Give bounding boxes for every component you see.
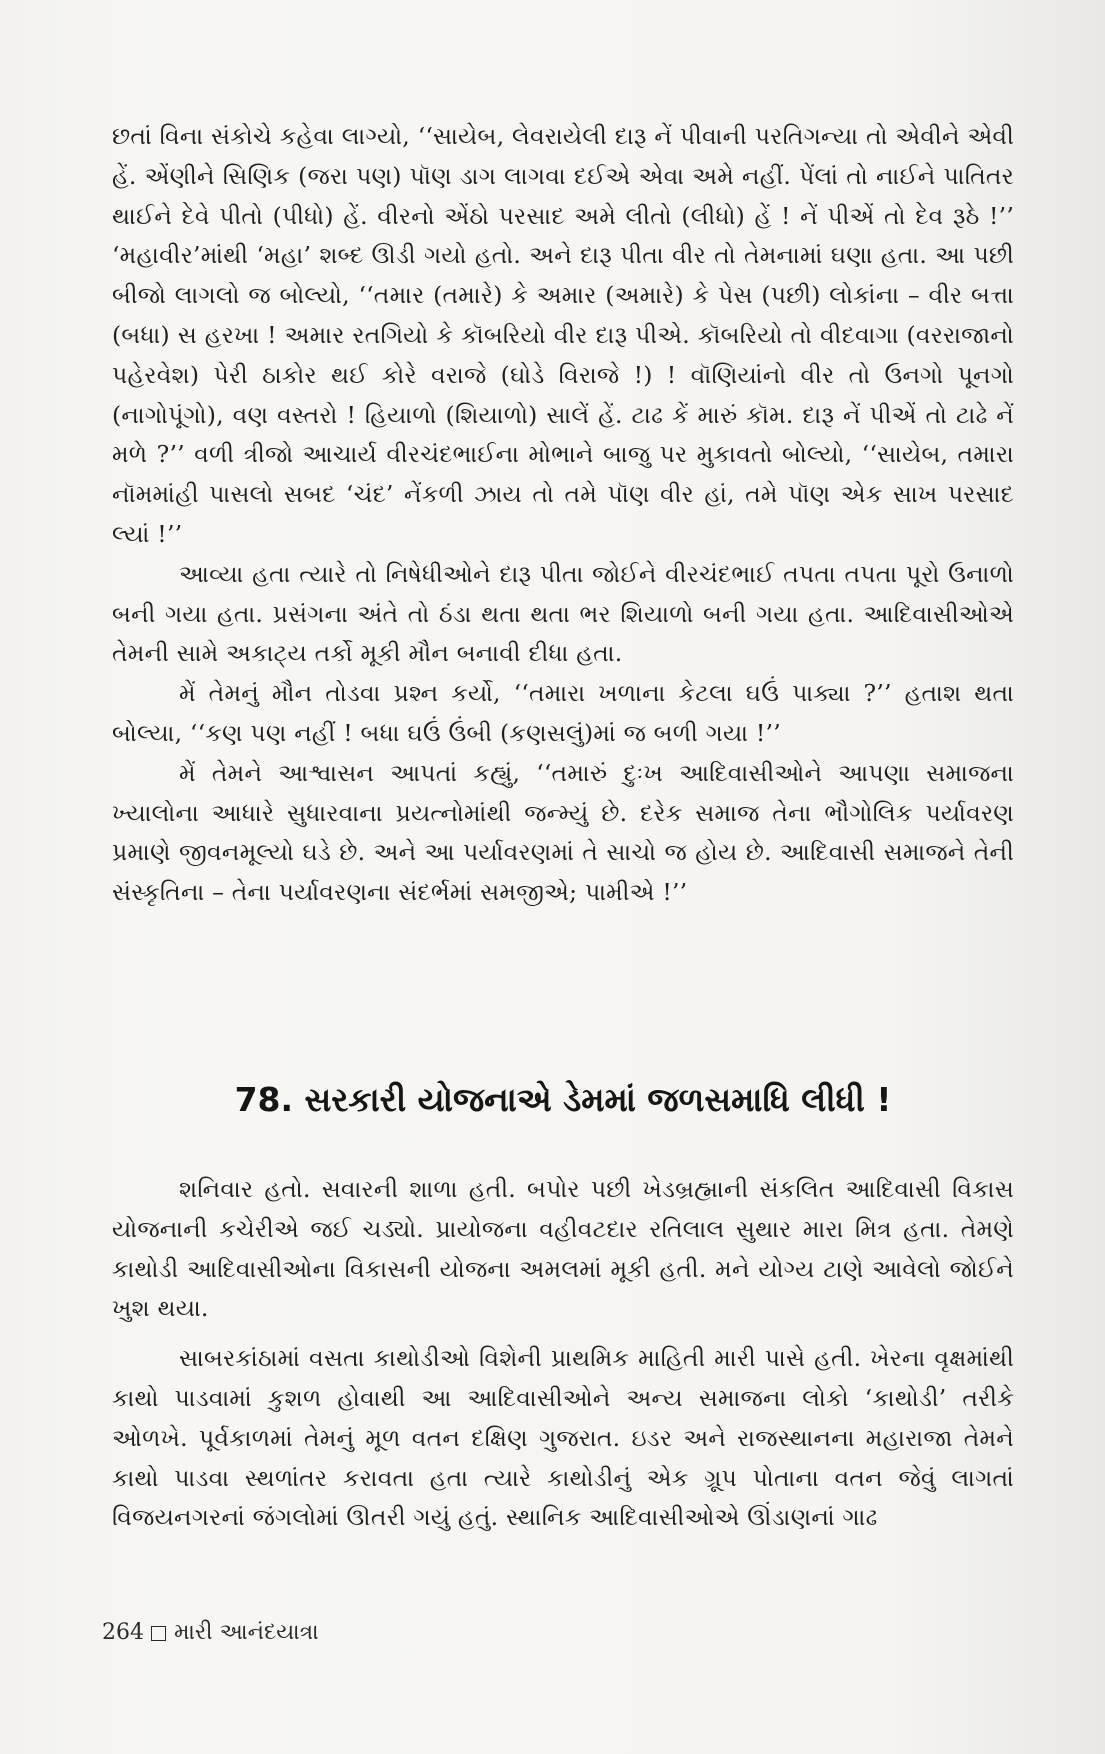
- paragraph: છતાં વિના સંકોચે કહેવા લાગ્યો, ‘‘સાયેબ, લેવરાયેલી દારૂ નેં પીવાની પરતિગન્યા તો એવીને એવી હેં. એંણીને સિણિક (જરા પણ) પૉણ ડાગ લાગવા દઈએ એવા અમે નહીં. પેંલાં તો નાઈને પાતિતર થાઈને દેવે પીતો (પીધો) હેં. વીરનો એંઠો પરસાદ અમે લીતો (લીધો) હેં ! નેં પીએં તો દેવ રૂઠે !’’ ‘મહાવીર’માંથી ‘મહા’ શબ્દ ઊડી ગયો હતો. અને દારૂ પીતા વીર તો તેમનામાં ઘણા હતા. આ પછી બીજો લાગલો જ બોલ્યો, ‘‘તમાર (તમારે) કે અમાર (અમારે) કે પેસ (પછી) લોકાંના – વીર બત્તા (બધા) સ હરખા ! અમાર રતગિયો કે કૉબરિયો વીર દારૂ પીએ. કૉબરિયો તો વીદવાગા (વરરાજાનો પહેરવેશ) પેરી ઠાકોર થઈ કોરે વરાજે (ઘોડે વિરાજે !) ! વૉણિયાંનો વીર તો ઉનગો પૂનગો (નાગોપૂંગો), વણ વસ્તરો ! હિયાળો (શિયાળો) સાલેં હેં. ટાઢ કેં મારું કૉમ. દારૂ નેં પીએં તો ટાઢે નેં મળે ?’’ વળી ત્રીજો આચાર્ય વીરચંદભાઈના મોભાને બાજુ પર મુકાવતો બોલ્યો, ‘‘સાયેબ, તમારા નૉમમાંહી પાસલો સબદ ‘ચંદ’ નેંકળી ઝાય તો તમે પૉણ વીર હાં, તમે પૉણ એક સાખ પરસાદ લ્યાં !’’: [112, 122, 1014, 548]
- square-separator-icon: [151, 1626, 166, 1641]
- page-footer: [102, 1618, 319, 1648]
- book-title: મારી આનંદયાત્રા: [174, 1620, 319, 1645]
- body-text-bottom: [112, 1170, 1014, 1538]
- paragraph: શનિવાર હતો. સવારની શાળા હતી. બપોર પછી ખેડબ્રહ્માની સંકલિત આદિવાસી વિકાસ યોજનાની કચેરીએ જઈ ચડ્યો. પ્રાયોજના વહીવટદાર રતિલાલ સુથાર મારા મિત્ર હતા. તેમણે કાથોડી આદિવાસીઓના વિકાસની યોજના અમલમાં મૂકી હતી. મને યોગ્ય ટાણે આવેલો જોઈને ખુશ થયા.: [112, 1175, 1014, 1323]
- chapter-heading: 78. સરકારી યોજનાએ ડેમમાં જળસમાધિ લીધી !: [234, 1080, 892, 1119]
- body-text-top: [112, 117, 1014, 913]
- paragraph: મેં તેમને આશ્વાસન આપતાં કહ્યું, ‘‘તમારું દુઃખ આદિવાસીઓને આપણા સમાજના ખ્યાલોના આધારે સુધારવાના પ્રયત્નોમાંથી જન્મ્યું છે. દરેક સમાજ તેના ભૌગોલિક પર્યાવરણ પ્રમાણે જીવનમૂલ્યો ઘડે છે. અને આ પર્યાવરણમાં તે સાચો જ હોય છે. આદિવાસી સમાજને તેની સંસ્કૃતિના – તેના પર્યાવરણના સંદર્ભમાં સમજીએ; પામીએ !’’: [112, 758, 1014, 907]
- paragraph: મેં તેમનું મૌન તોડવા પ્રશ્ન કર્યો, ‘‘તમારા ખળાના કેટલા ઘઉં પાક્યા ?’’ હતાશ થતા બોલ્યા, ‘‘કણ પણ નહીં ! બધા ઘઉં ઉંબી (કણસલું)માં જ બળી ગયા !’’: [112, 679, 1014, 747]
- page-number: 264: [102, 1620, 144, 1645]
- paragraph: સાબરકાંઠામાં વસતા કાથોડીઓ વિશેની પ્રાથમિક માહિતી મારી પાસે હતી. ખેરના વૃક્ષમાંથી કાથો પાડવામાં કુશળ હોવાથી આ આદિવાસીઓને અન્ય સમાજના લોકો ‘કાથોડી’ તરીકે ઓળખે. પૂર્વકાળમાં તેમનું મૂળ વતન દક્ષિણ ગુજરાત. ઇડર અને રાજસ્થાનના મહારાજા તેમને કાથો પાડવા સ્થળાંતર કરાવતા હતા ત્યારે કાથોડીનું એક ગ્રૂપ પોતાના વતન જેવું લાગતાં વિજયનગરનાં જંગલોમાં ઊતરી ગયું હતું. સ્થાનિક આદિવાસીઓએ ઊંડાણનાં ગાઢ: [112, 1344, 1014, 1532]
- paragraph: આવ્યા હતા ત્યારે તો નિષેધીઓને દારૂ પીતા જોઈને વીરચંદભાઈ તપતા તપતા પૂરો ઉનાળો બની ગયા હતા. પ્રસંગના અંતે તો ઠંડા થતા થતા ભર શિયાળો બની ગયા હતા. આદિવાસીઓએ તેમની સામે અકાટ્ય તર્કો મૂકી મૌન બનાવી દીધા હતા.: [112, 559, 1014, 668]
